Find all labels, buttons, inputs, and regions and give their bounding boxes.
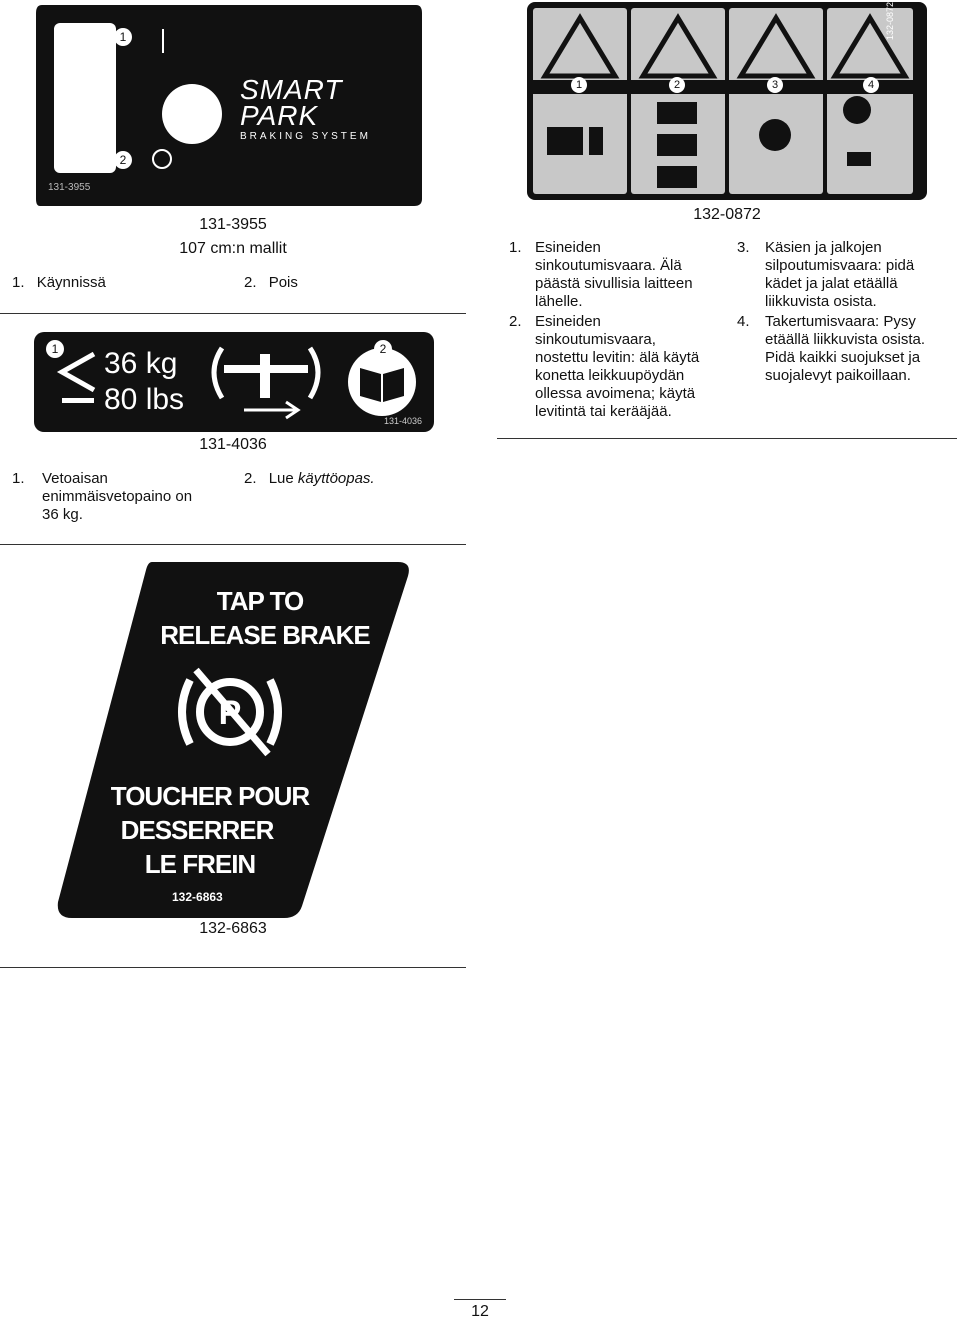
list-item: 4. Takertumisvaara: Pysy etäällä liikkuvista osista. Pidä kaikki suojukset ja suojalevyt paikoillaan. (737, 313, 926, 384)
list-item: 1. Vetoaisan enimmäisvetopaino on 36 kg. (12, 470, 193, 523)
panel-number-1: 1 (571, 77, 587, 93)
brake-text-line3: TOUCHER POUR (110, 781, 310, 811)
list-item: 3. Käsien ja jalkojen silpoutumisvaara: pidä kädet ja jalat etäällä liikkuvista osista. (737, 239, 915, 310)
decal-132-6863-image (50, 562, 412, 918)
decal-subtitle: 107 cm:n mallit (179, 240, 287, 257)
brake-text-line1: TAP TO (216, 586, 304, 616)
decal-title: 132-0872 (693, 206, 761, 223)
decal-code: 131-3955 (48, 182, 91, 193)
badge-1: 1 (114, 28, 132, 46)
divider (497, 438, 957, 439)
logo-sub: BRAKING SYSTEM (240, 131, 371, 142)
decal-title: 132-6863 (199, 920, 267, 937)
svg-text:P: P (218, 694, 242, 732)
divider (0, 544, 466, 545)
list-item: 1. Käynnissä (12, 274, 106, 291)
logo-line1: SMART (240, 74, 343, 105)
weight-kg: 36 kg (104, 347, 178, 380)
badge-1: 1 (46, 340, 64, 358)
decal-132-0872-image (527, 2, 927, 200)
panel-number-4: 4 (863, 77, 879, 93)
badge-2: 2 (374, 340, 392, 358)
brake-text-line4: DESSERRER (120, 815, 274, 845)
weight-lbs: 80 lbs (104, 383, 185, 416)
panel-number-3: 3 (767, 77, 783, 93)
decal-code: 132-0872 (885, 1, 895, 40)
decal-131-4036-image (34, 332, 434, 432)
decal-title: 131-4036 (199, 436, 267, 453)
list-item: 2. Esineiden sinkoutumisvaara, nostettu levitin: älä käytä konetta leikkuupöydän ollessa avoimena; käytä levitintä tai kerääjää. (509, 313, 700, 420)
divider (0, 313, 466, 314)
logo-line2: PARK (240, 100, 319, 131)
decal-131-3955-image (34, 3, 424, 208)
decal-code: 131-4036 (384, 416, 423, 426)
divider (0, 967, 466, 968)
list-item: 2. Pois (244, 274, 298, 291)
list-item: 1. Esineiden sinkoutumisvaara. Älä päästä sivullisia laitteen lähelle. (509, 239, 693, 310)
decal-code: 132-6863 (172, 890, 223, 904)
list-item: 2. Lue käyttöopas. (244, 470, 375, 487)
panel-number-2: 2 (669, 77, 685, 93)
brake-text-line5: LE FREIN (144, 849, 256, 879)
decal-title: 131-3955 (199, 216, 267, 233)
badge-2: 2 (114, 151, 132, 169)
smart-park-logo (240, 74, 390, 142)
page-number: 12 (471, 1303, 489, 1320)
page-number-rule (454, 1299, 506, 1300)
brake-text-line2: RELEASE BRAKE (160, 620, 370, 650)
